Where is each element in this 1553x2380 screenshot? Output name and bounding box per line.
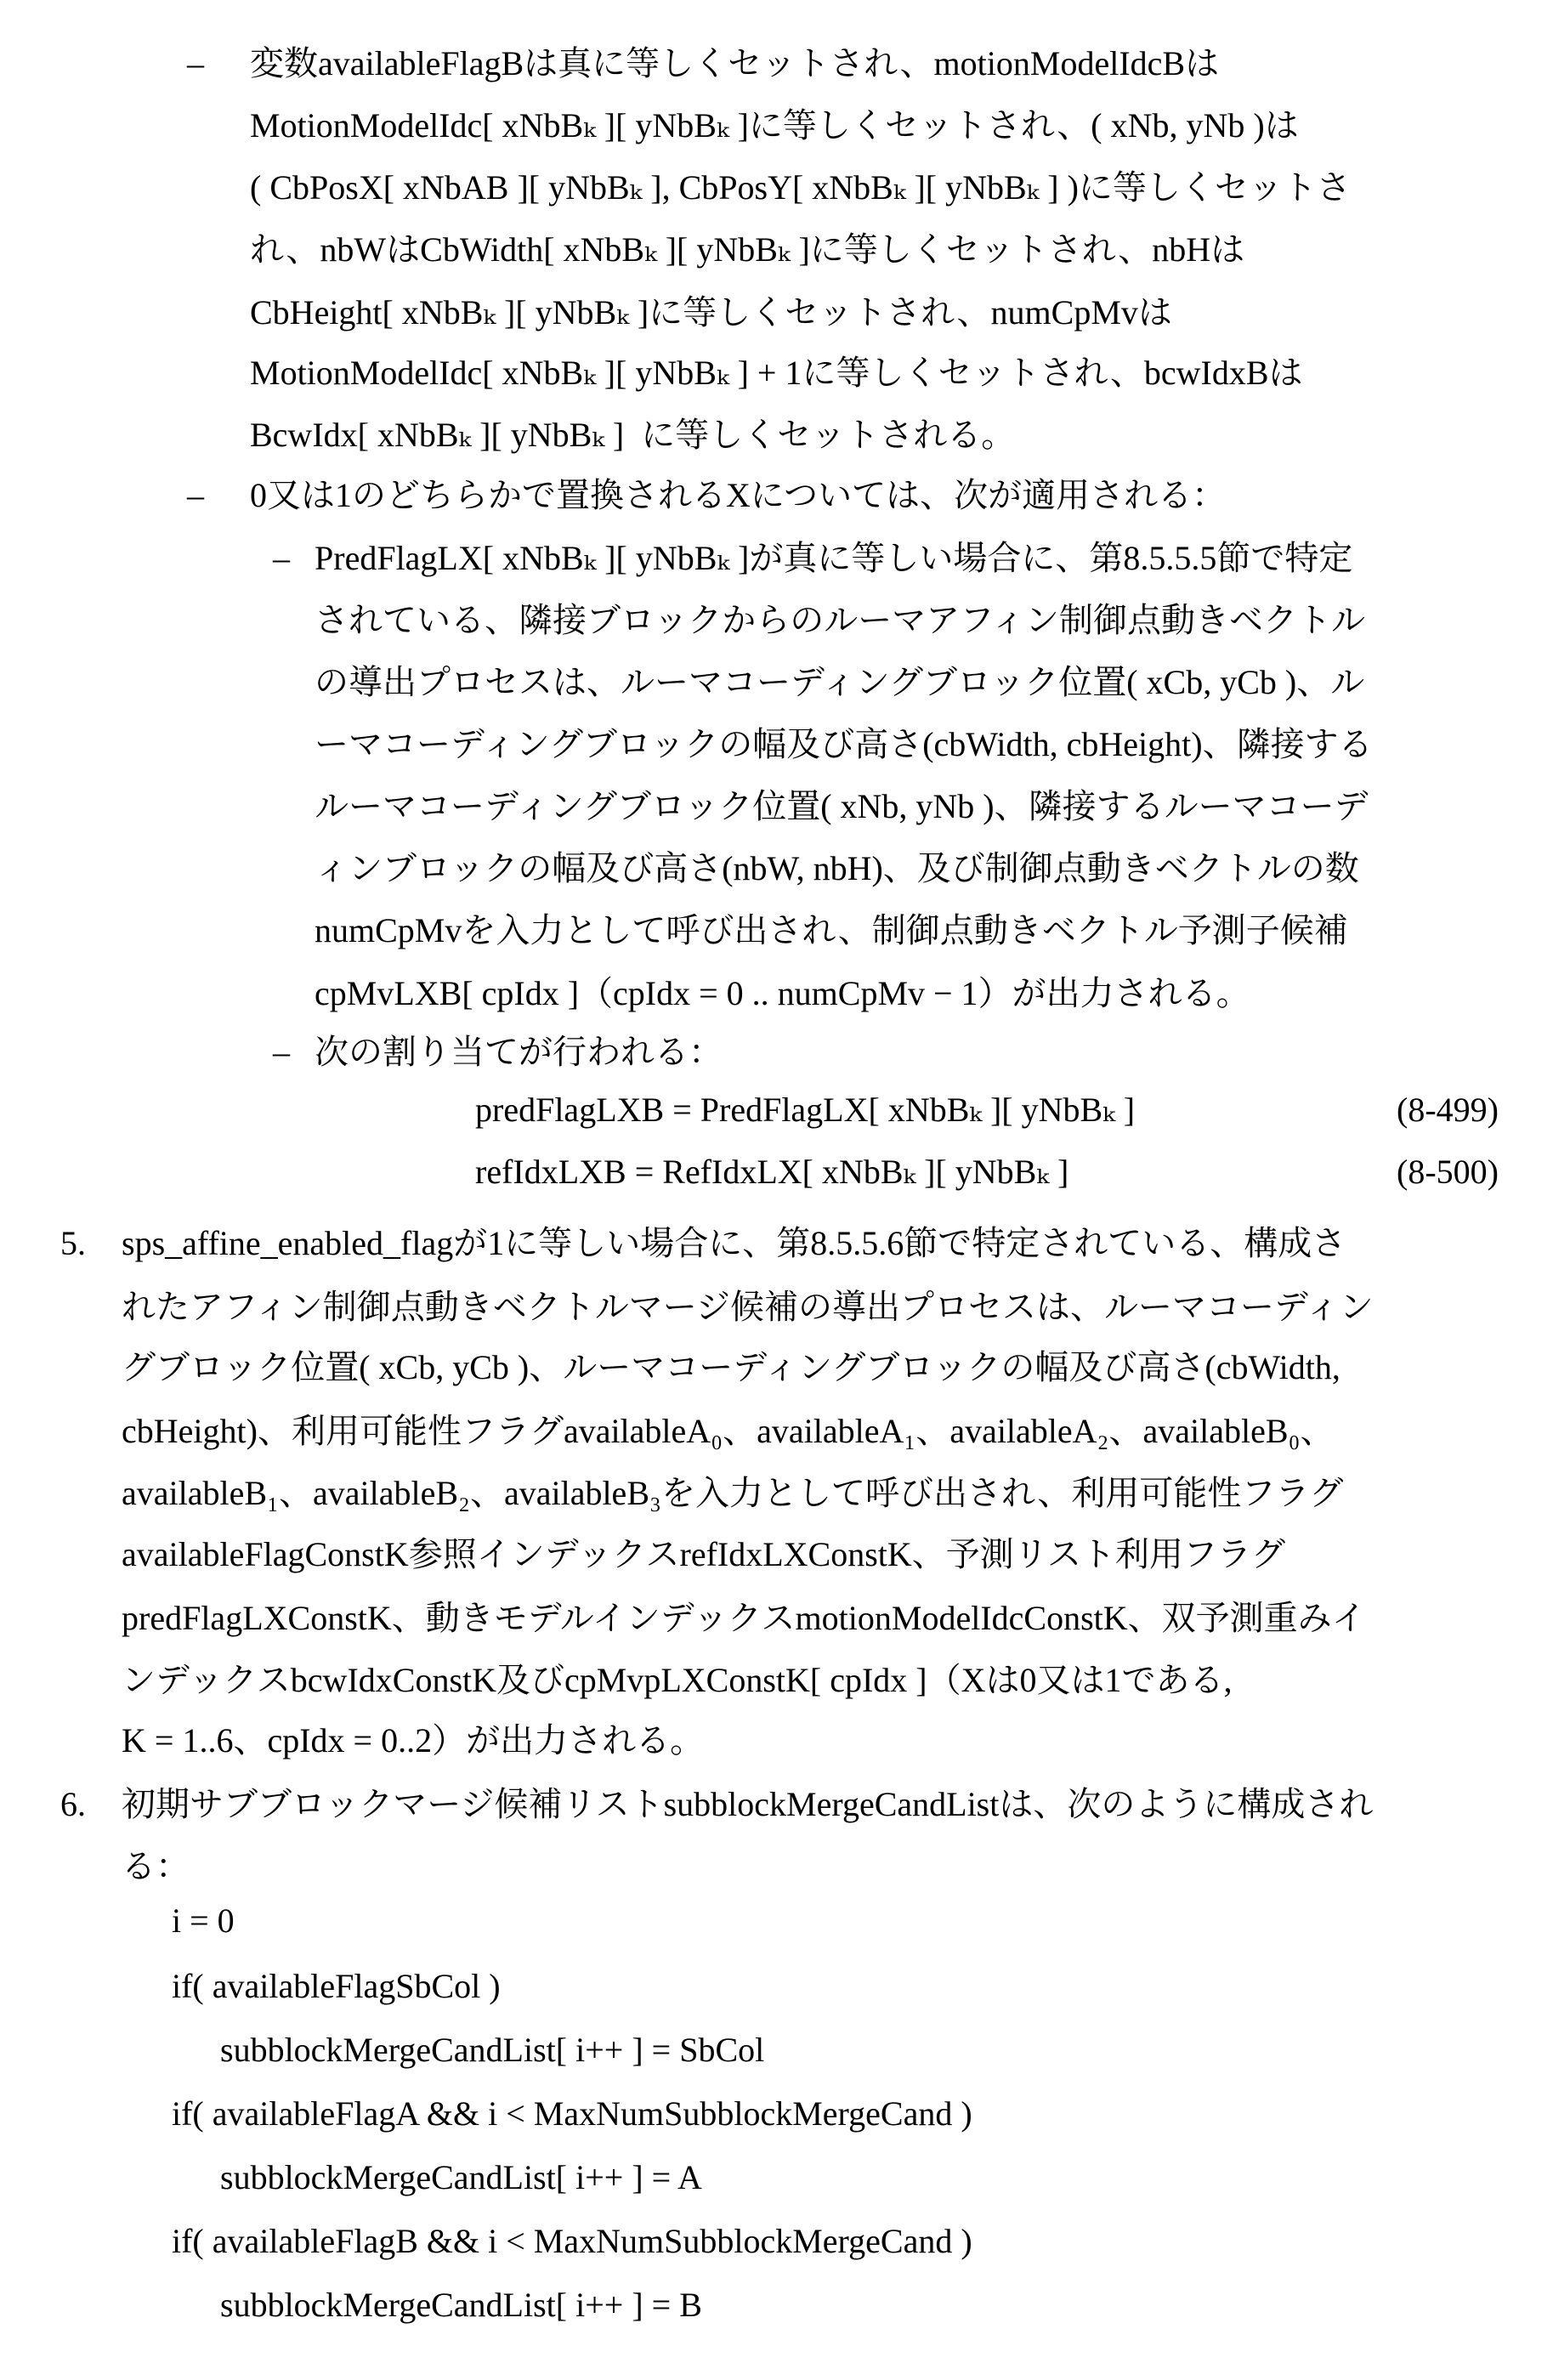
pseudocode-line: subblockMergeCandList[ i++ ] = A bbox=[220, 2154, 702, 2202]
text-line: BcwIdx[ xNbBₖ ][ yNbBₖ ] に等しくセットされる。 bbox=[250, 411, 1015, 459]
text-line: ィンブロックの幅及び高さ(nbW, nbH)、及び制御点動きベクトルの数 bbox=[315, 845, 1359, 892]
text-line: ( CbPosX[ xNbAB ][ yNbBₖ ], CbPosY[ xNbBₖ ][ yNbBₖ ] )に等しくセットさ bbox=[250, 164, 1351, 212]
text-line: ルーマコーディングブロック位置( xNb, yNb )、隣接するルーマコーデ bbox=[315, 783, 1369, 830]
text-line: availableFlagConstK参照インデックスrefIdxLXConstK、予測リスト利用フラグ bbox=[122, 1531, 1285, 1578]
text-line: されている、隣接ブロックからのルーマアフィン制御点動きベクトル bbox=[315, 597, 1365, 644]
list-dash-marker: – bbox=[187, 40, 204, 88]
text-line: 次の割り当てが行われる： bbox=[315, 1028, 723, 1076]
text-line: れ、nbWはCbWidth[ xNbBₖ ][ yNbBₖ ]に等しくセットされ、nbHは bbox=[250, 226, 1244, 274]
list-number-marker: 6. bbox=[60, 1781, 86, 1828]
text-line: る： bbox=[122, 1843, 190, 1890]
text-line: MotionModelIdc[ xNbBₖ ][ yNbBₖ ]に等しくセットされ、( xNb, yNb )は bbox=[250, 102, 1299, 150]
text-line: cpMvLXB[ cpIdx ]（cpIdx = 0 .. numCpMv − 1）が出力される。 bbox=[315, 970, 1250, 1017]
text-line: の導出プロセスは、ルーマコーディングブロック位置( xCb, yCb )、ル bbox=[315, 659, 1364, 706]
text-line: numCpMvを入力として呼び出され、制御点動きベクトル予測子候補 bbox=[315, 907, 1348, 955]
text-line: 0又は1のどちらかで置換されるXについては、次が適用される： bbox=[250, 472, 1226, 519]
text-line: K = 1..6、cpIdx = 0..2）が出力される。 bbox=[122, 1717, 704, 1765]
list-dash-marker: – bbox=[273, 535, 290, 582]
text-line: CbHeight[ xNbBₖ ][ yNbBₖ ]に等しくセットされ、numCpMvは bbox=[250, 289, 1172, 337]
pseudocode-line: i = 0 bbox=[172, 1897, 235, 1945]
equation-number: (8-499) bbox=[1397, 1086, 1499, 1134]
text-line: れたアフィン制御点動きベクトルマージ候補の導出プロセスは、ルーマコーディン bbox=[122, 1284, 1374, 1331]
text-line: MotionModelIdc[ xNbBₖ ][ yNbBₖ ] + 1に等しくセットされ、bcwIdxBは bbox=[250, 349, 1303, 397]
text-line: 変数availableFlagBは真に等しくセットされ、motionModelIdcBは bbox=[250, 40, 1219, 88]
pseudocode-line: if( availableFlagA && i < MaxNumSubblockMergeCand ) bbox=[172, 2090, 972, 2138]
equation: refIdxLXB = RefIdxLX[ xNbBₖ ][ yNbBₖ ] bbox=[475, 1148, 1068, 1196]
text-line: ンデックスbcwIdxConstK及びcpMvpLXConstK[ cpIdx ]（Xは0又は1である, bbox=[122, 1657, 1233, 1704]
list-number-marker: 5. bbox=[60, 1220, 86, 1267]
text-line: sps_affine_enabled_flagが1に等しい場合に、第8.5.5.6節で特定されている、構成さ bbox=[122, 1220, 1346, 1267]
text-line: availableB₁、availableB₂、availableB₃を入力として呼び出され、利用可能性フラグ bbox=[122, 1470, 1343, 1517]
text-line: PredFlagLX[ xNbBₖ ][ yNbBₖ ]が真に等しい場合に、第8.5.5.5節で特定 bbox=[315, 535, 1352, 582]
equation-number: (8-500) bbox=[1397, 1148, 1499, 1196]
text-line: ーマコーディングブロックの幅及び高さ(cbWidth, cbHeight)、隣接する bbox=[315, 721, 1373, 768]
text-line: 初期サブブロックマージ候補リストsubblockMergeCandListは、次のように構成され bbox=[122, 1781, 1373, 1828]
pseudocode-line: subblockMergeCandList[ i++ ] = B bbox=[220, 2281, 702, 2329]
text-line: cbHeight)、利用可能性フラグavailableA₀、availableA₁、availableA₂、availableB₀、 bbox=[122, 1408, 1334, 1455]
pseudocode-line: if( availableFlagB && i < MaxNumSubblockMergeCand ) bbox=[172, 2218, 972, 2265]
text-line: グブロック位置( xCb, yCb )、ルーマコーディングブロックの幅及び高さ(cbWidth, bbox=[122, 1344, 1340, 1391]
equation: predFlagLXB = PredFlagLX[ xNbBₖ ][ yNbBₖ ] bbox=[475, 1086, 1135, 1134]
list-dash-marker: – bbox=[187, 472, 204, 519]
pseudocode-line: subblockMergeCandList[ i++ ] = SbCol bbox=[220, 2026, 764, 2074]
text-line: predFlagLXConstK、動きモデルインデックスmotionModelIdcConstK、双予測重みイ bbox=[122, 1595, 1366, 1642]
pseudocode-line: if( availableFlagSbCol ) bbox=[172, 1963, 501, 2010]
list-dash-marker: – bbox=[273, 1028, 290, 1076]
